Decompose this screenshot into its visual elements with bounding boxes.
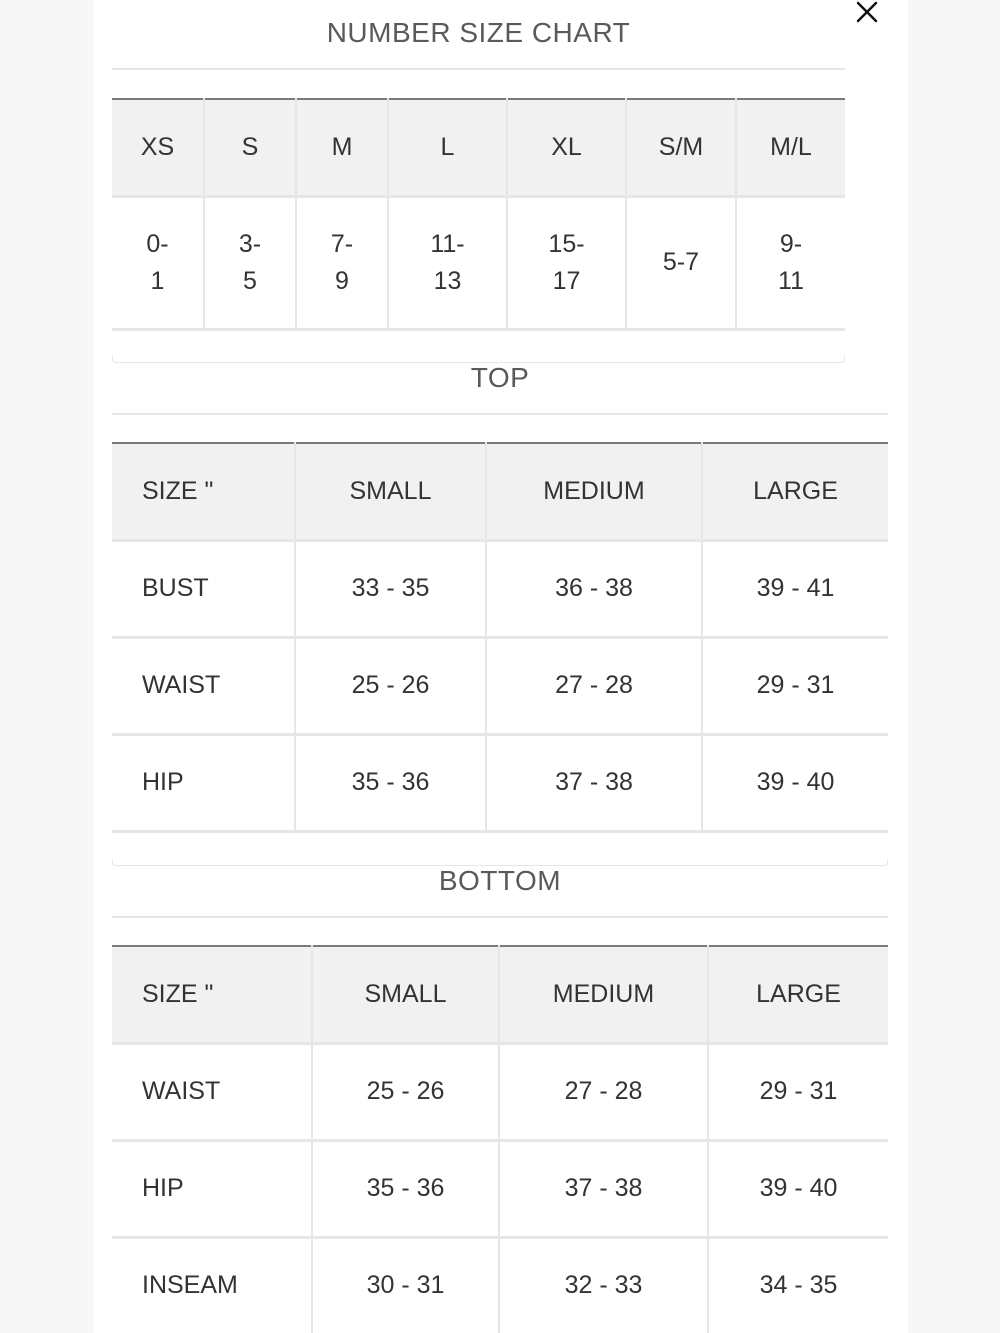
header-xs: XS bbox=[112, 99, 204, 196]
cell-value: 33 - 35 bbox=[295, 540, 486, 637]
header-large: LARGE bbox=[708, 946, 888, 1043]
cell-value: 30 - 31 bbox=[312, 1237, 499, 1333]
cell-value: 29 - 31 bbox=[702, 637, 888, 734]
header-small: SMALL bbox=[312, 946, 499, 1043]
cell-value: 37 - 38 bbox=[486, 734, 702, 831]
header-xl: XL bbox=[507, 99, 626, 196]
value-l: 11- 13 bbox=[388, 196, 507, 329]
header-size: SIZE " bbox=[112, 443, 295, 540]
row-label: BUST bbox=[112, 540, 295, 637]
table-row bbox=[112, 1043, 888, 1140]
table-row bbox=[112, 1237, 888, 1333]
value-xs: 0- 1 bbox=[112, 196, 204, 329]
table-row bbox=[112, 734, 888, 831]
table-row bbox=[112, 540, 888, 637]
bottom-size-table bbox=[112, 945, 888, 1333]
cell-value: 27 - 28 bbox=[486, 637, 702, 734]
header-ml: M/L bbox=[736, 99, 845, 196]
table-row bbox=[112, 637, 888, 734]
cell-value: 32 - 33 bbox=[499, 1237, 708, 1333]
value-xl: 15- 17 bbox=[507, 196, 626, 329]
cell-value: 39 - 40 bbox=[702, 734, 888, 831]
header-large: LARGE bbox=[702, 443, 888, 540]
row-label: INSEAM bbox=[112, 1237, 312, 1333]
value-ml: 9- 11 bbox=[736, 196, 845, 329]
cell-value: 36 - 38 bbox=[486, 540, 702, 637]
cell-value: 39 - 40 bbox=[708, 1140, 888, 1237]
top-chart-title: TOP bbox=[112, 357, 888, 415]
value-sm: 5-7 bbox=[626, 196, 736, 329]
close-icon bbox=[856, 1, 878, 23]
header-sm: S/M bbox=[626, 99, 736, 196]
table-row bbox=[112, 196, 845, 329]
cell-value: 35 - 36 bbox=[312, 1140, 499, 1237]
cell-value: 25 - 26 bbox=[295, 637, 486, 734]
header-medium: MEDIUM bbox=[499, 946, 708, 1043]
top-size-table bbox=[112, 442, 888, 833]
cell-value: 27 - 28 bbox=[499, 1043, 708, 1140]
header-l: L bbox=[388, 99, 507, 196]
cell-value: 25 - 26 bbox=[312, 1043, 499, 1140]
row-label: WAIST bbox=[112, 637, 295, 734]
cell-value: 37 - 38 bbox=[499, 1140, 708, 1237]
number-size-chart-title: NUMBER SIZE CHART bbox=[112, 12, 845, 70]
cell-value: 39 - 41 bbox=[702, 540, 888, 637]
cell-value: 35 - 36 bbox=[295, 734, 486, 831]
close-button[interactable] bbox=[851, 0, 883, 24]
row-label: HIP bbox=[112, 1140, 312, 1237]
cell-value: 34 - 35 bbox=[708, 1237, 888, 1333]
header-size: SIZE " bbox=[112, 946, 312, 1043]
header-medium: MEDIUM bbox=[486, 443, 702, 540]
number-size-table bbox=[112, 98, 845, 331]
cell-value: 29 - 31 bbox=[708, 1043, 888, 1140]
value-m: 7- 9 bbox=[296, 196, 388, 329]
row-label: HIP bbox=[112, 734, 295, 831]
header-small: SMALL bbox=[295, 443, 486, 540]
header-m: M bbox=[296, 99, 388, 196]
bottom-chart-title: BOTTOM bbox=[112, 860, 888, 918]
value-s: 3- 5 bbox=[204, 196, 296, 329]
table-row bbox=[112, 1140, 888, 1237]
row-label: WAIST bbox=[112, 1043, 312, 1140]
header-s: S bbox=[204, 99, 296, 196]
